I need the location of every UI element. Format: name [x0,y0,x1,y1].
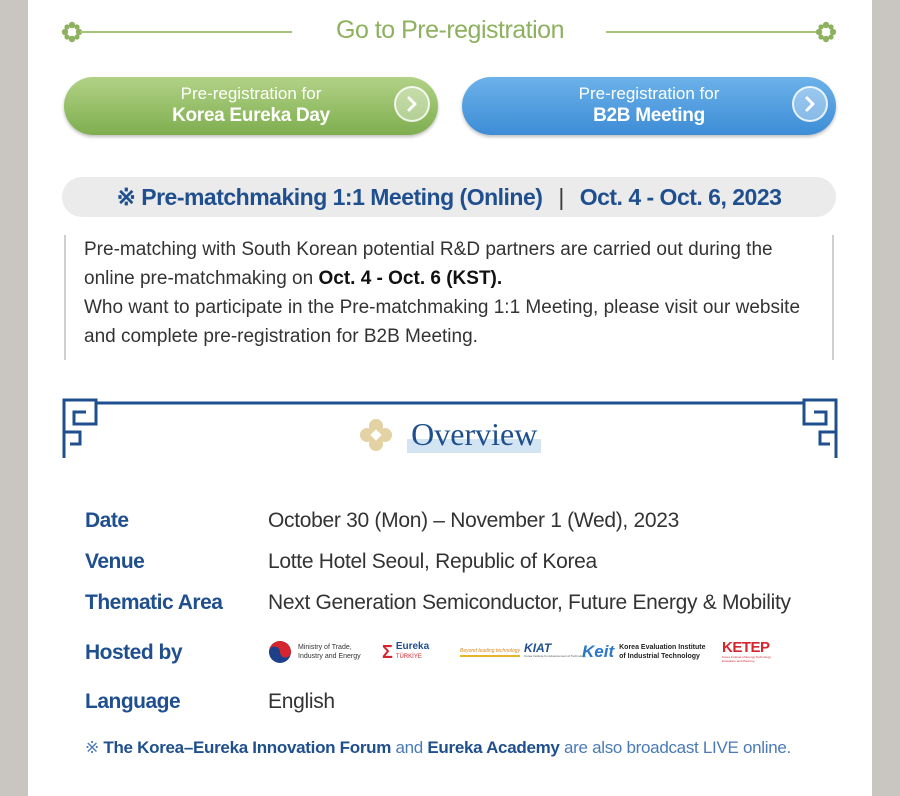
overview-row-venue [85,550,845,580]
description-text: Pre-matching with South Korean potential R&D partners are carried out during the online pre-matchmaking on [84,239,773,289]
row-label: Hosted by [85,641,183,664]
flower-icon [814,20,838,44]
logo-text: Korea Institute for Advancement of Technology [524,654,587,658]
pre-registration-title: Go to Pre-registration [336,16,564,44]
footnote-text: and [391,738,428,757]
prematchmaking-banner [62,177,836,217]
ketep-logo [722,637,778,667]
reference-mark: ※ [116,184,136,210]
logo-text: TÜRKİYE [395,654,422,660]
overview-heading [28,416,872,453]
separator: | [558,184,564,210]
row-label: Thematic Area [85,591,223,614]
overview-row-language [85,690,845,720]
logo-text: KIAT [524,641,552,655]
forum-name: The Korea–Eureka Innovation Forum [103,738,392,757]
prematchmaking-description [64,235,834,360]
ornament-flower-icon [359,418,393,452]
taegeuk-icon [268,640,292,664]
overview-title: Overview [407,416,541,453]
pre-registration-header [28,14,872,50]
chevron-right-icon [394,86,430,122]
footnote-text: are also broadcast LIVE online. [559,738,791,757]
logo-text: of Industrial Technology [619,653,700,660]
pre-registration-eureka-day-button[interactable] [64,77,438,135]
logo-text: Eureka [395,641,430,652]
pre-registration-b2b-meeting-button[interactable] [462,77,836,135]
row-label: Date [85,509,129,532]
button-subtitle: Pre-registration for [180,84,322,103]
logo-text: Keit [582,642,615,661]
sigma-icon: Σ [382,641,393,662]
row-label: Language [85,690,181,713]
logo-text: KETEP [722,639,770,656]
logo-text: Industry and Energy [298,653,361,660]
broadcast-footnote [85,738,791,758]
prematchmaking-title: Pre-matchmaking 1:1 Meeting (Online) [141,184,543,210]
academy-name: Eureka Academy [427,738,560,757]
chevron-right-icon [792,86,828,122]
page [28,0,872,796]
overview-row-date [85,509,845,539]
row-value: October 30 (Mon) – November 1 (Wed), 2023 [268,509,680,532]
divider-line [606,31,818,33]
logo-text: Korea Evaluation Institute [619,644,706,651]
row-value: Lotte Hotel Seoul, Republic of Korea [268,550,597,573]
kiat-logo [460,637,587,667]
logo-text: Ministry of Trade, [298,644,352,651]
host-logos [268,637,808,667]
logo-text: Korea Institute of Energy Technology Evaluation and Planning [722,655,771,663]
overview-row-hosted-by [85,641,845,671]
keit-logo [582,637,705,667]
motie-logo [268,637,361,667]
row-value: English [268,690,335,713]
row-value: Next Generation Semiconductor, Future Energy & Mobility [268,591,791,614]
eureka-turkiye-logo [382,637,429,667]
prematchmaking-dates: Oct. 4 - Oct. 6, 2023 [579,184,782,210]
description-dates: Oct. 4 - Oct. 6 (KST). [318,268,503,289]
reference-mark: ※ [85,738,99,757]
description-text: Who want to participate in the Pre-matchmaking 1:1 Meeting, please visit our website and complete pre-registration for B2B Meeting. [84,297,801,347]
button-subtitle: Pre-registration for [578,84,720,103]
button-title: Korea Eureka Day [172,105,330,126]
overview-row-thematic-area [85,591,845,621]
button-title: B2B Meeting [593,105,705,126]
row-label: Venue [85,550,145,573]
logo-text: Beyond leading technology [460,648,520,657]
